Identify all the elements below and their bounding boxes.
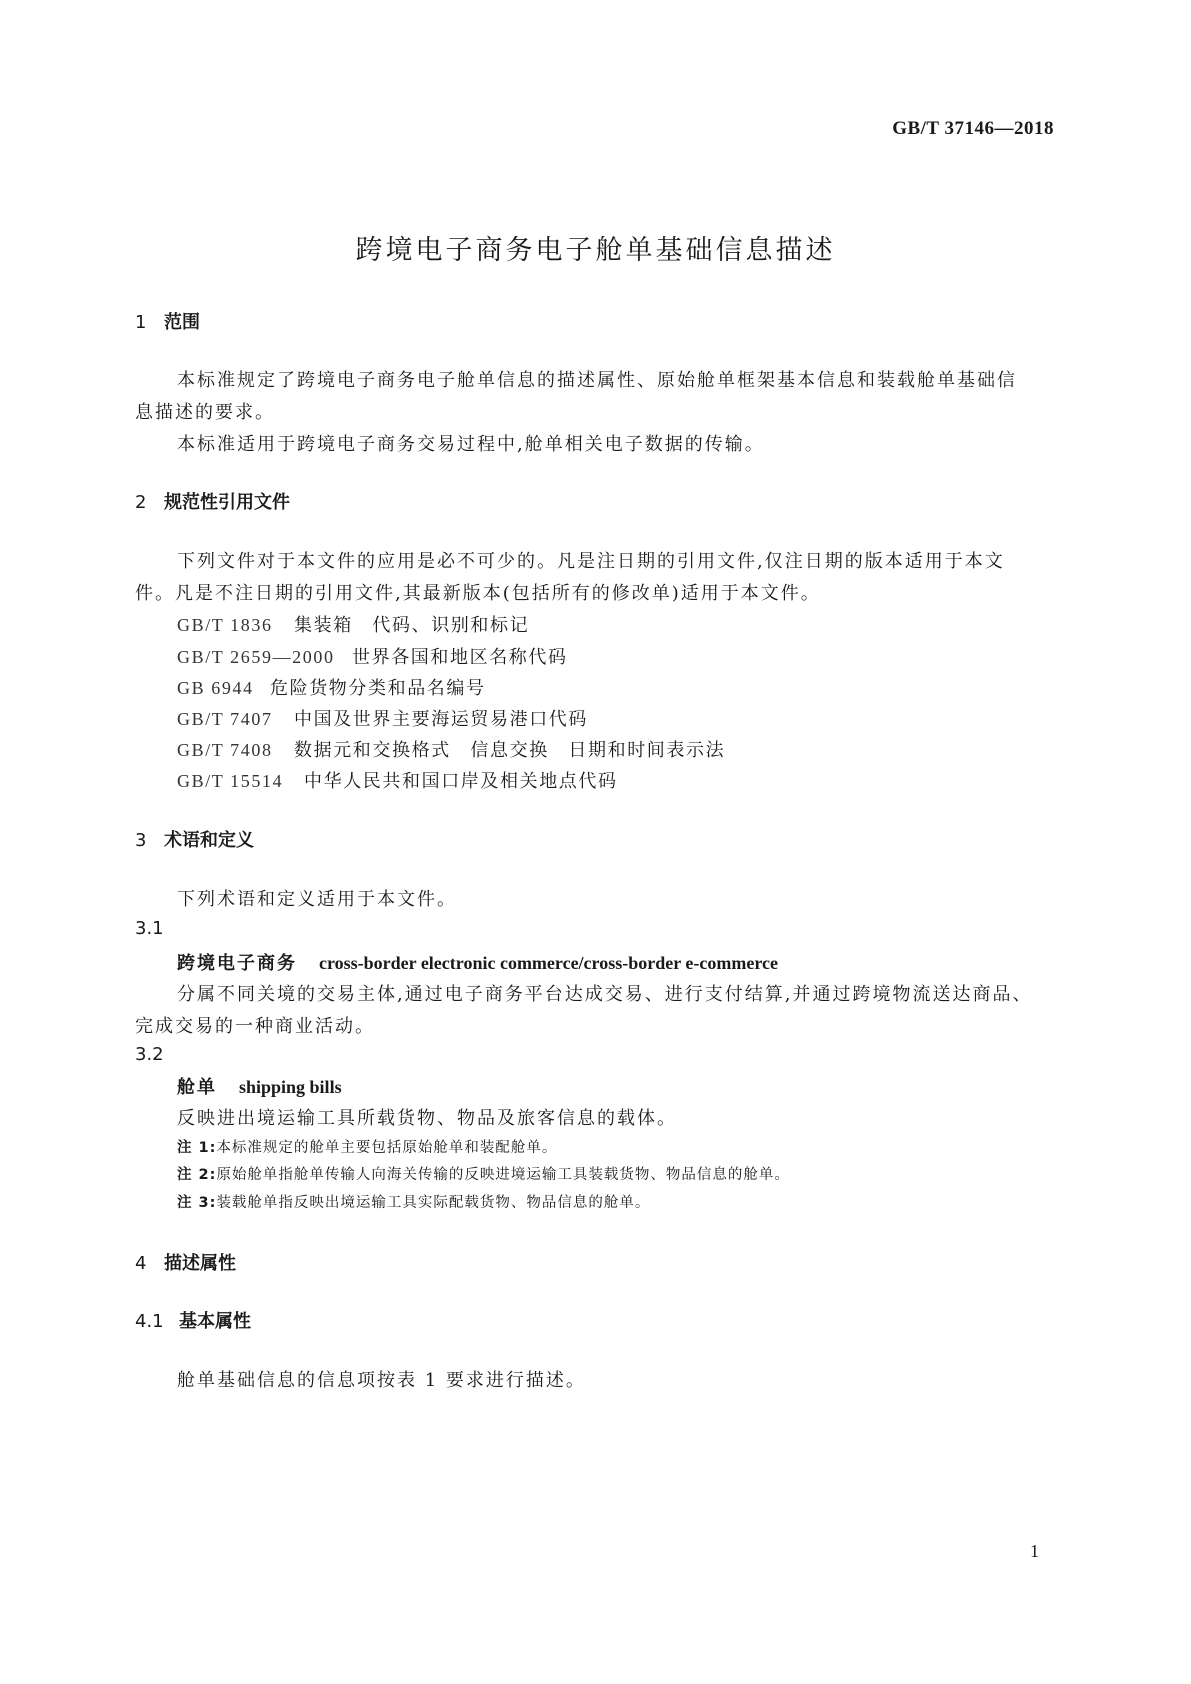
note xyxy=(177,1163,790,1184)
reference-code: GB/T 2659—2000 xyxy=(177,647,335,667)
paragraph: 舱单基础信息的信息项按表 1 要求进行描述。 xyxy=(177,1370,586,1391)
section-title: 术语和定义 xyxy=(164,830,254,851)
section-number: 4 xyxy=(135,1253,147,1274)
subsection-heading-4-1 xyxy=(135,1307,251,1333)
note-text: 本标准规定的舱单主要包括原始舱单和装配舱单。 xyxy=(216,1140,558,1156)
reference-item xyxy=(177,767,618,793)
section-heading-2 xyxy=(135,488,290,514)
term-chinese: 跨境电子商务 xyxy=(177,953,297,974)
term-english: cross-border electronic commerce/cross-border e-commerce xyxy=(319,953,778,973)
document-title: 跨境电子商务电子舱单基础信息描述 xyxy=(355,235,836,266)
note-text: 原始舱单指舱单传输人向海关传输的反映进境运输工具装载货物、物品信息的舱单。 xyxy=(216,1167,790,1183)
reference-code: GB/T 7407 xyxy=(177,709,273,729)
reference-title: 集装箱 代码、识别和标记 xyxy=(294,615,530,636)
paragraph: 本标准适用于跨境电子商务交易过程中,舱单相关电子数据的传输。 xyxy=(177,434,765,455)
reference-code: GB 6944 xyxy=(177,678,254,698)
reference-code: GB/T 1836 xyxy=(177,615,273,635)
paragraph-continuation: 件。凡是不注日期的引用文件,其最新版本(包括所有的修改单)适用于本文件。 xyxy=(135,583,821,604)
section-number: 1 xyxy=(135,312,147,333)
term-entry xyxy=(177,1073,342,1099)
reference-item xyxy=(177,611,529,637)
term-definition: 反映进出境运输工具所载货物、物品及旅客信息的载体。 xyxy=(177,1108,677,1129)
term-english: shipping bills xyxy=(239,1077,342,1097)
section-number: 4.1 xyxy=(135,1311,164,1332)
reference-title: 世界各国和地区名称代码 xyxy=(352,647,568,668)
reference-item xyxy=(177,705,588,731)
reference-item xyxy=(177,736,725,762)
reference-title: 中国及世界主要海运贸易港口代码 xyxy=(294,709,588,730)
note xyxy=(177,1191,650,1212)
reference-code: GB/T 15514 xyxy=(177,771,284,791)
term-definition: 分属不同关境的交易主体,通过电子商务平台达成交易、进行支付结算,并通过跨境物流送达商品、 xyxy=(177,984,1033,1005)
section-heading-4 xyxy=(135,1249,236,1275)
section-number: 3 xyxy=(135,830,147,851)
paragraph: 本标准规定了跨境电子商务电子舱单信息的描述属性、原始舱单框架基本信息和装载舱单基础信 xyxy=(177,370,1017,391)
section-title: 规范性引用文件 xyxy=(164,492,290,513)
section-title: 基本属性 xyxy=(179,1311,251,1332)
note xyxy=(177,1136,557,1157)
paragraph-continuation: 息描述的要求。 xyxy=(135,402,275,423)
paragraph: 下列术语和定义适用于本文件。 xyxy=(177,889,457,910)
reference-item xyxy=(177,643,568,669)
note-label: 注 2: xyxy=(177,1167,217,1183)
reference-title: 中华人民共和国口岸及相关地点代码 xyxy=(304,771,618,792)
note-label: 注 1: xyxy=(177,1140,217,1156)
section-heading-1 xyxy=(135,308,200,334)
note-label: 注 3: xyxy=(177,1195,217,1211)
term-number: 3.1 xyxy=(135,918,164,939)
term-number: 3.2 xyxy=(135,1044,164,1065)
paragraph: 下列文件对于本文件的应用是必不可少的。凡是注日期的引用文件,仅注日期的版本适用于本文 xyxy=(177,551,1005,572)
section-title: 描述属性 xyxy=(164,1253,236,1274)
note-text: 装载舱单指反映出境运输工具实际配载货物、物品信息的舱单。 xyxy=(216,1195,651,1211)
reference-title: 危险货物分类和品名编号 xyxy=(270,678,486,699)
section-number: 2 xyxy=(135,492,147,513)
section-title: 范围 xyxy=(164,312,200,333)
term-chinese: 舱单 xyxy=(177,1077,217,1098)
term-entry xyxy=(177,949,778,975)
reference-title: 数据元和交换格式 信息交换 日期和时间表示法 xyxy=(294,740,726,761)
reference-item xyxy=(177,674,486,700)
reference-code: GB/T 7408 xyxy=(177,740,273,760)
page-number: 1 xyxy=(1030,1541,1039,1561)
section-heading-3 xyxy=(135,826,254,852)
standard-code: GB/T 37146—2018 xyxy=(892,118,1054,139)
term-definition-continuation: 完成交易的一种商业活动。 xyxy=(135,1016,375,1037)
